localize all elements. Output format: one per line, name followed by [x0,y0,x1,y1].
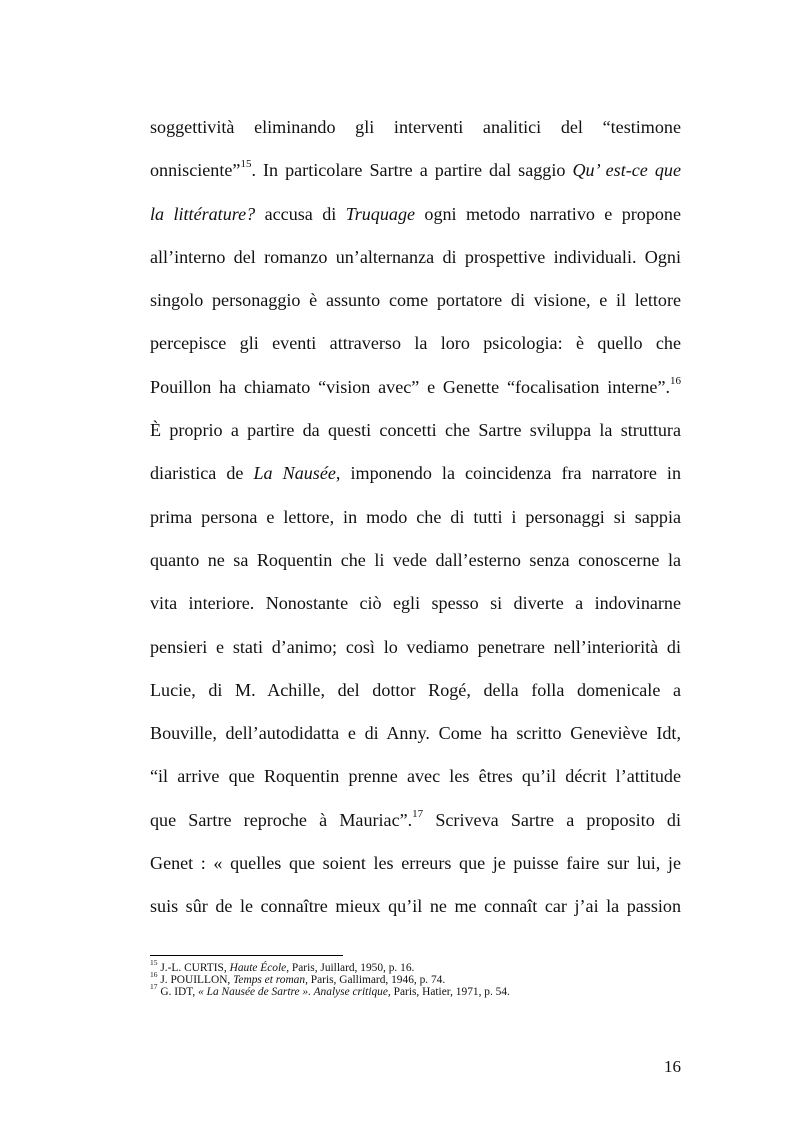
body-line: Lucie, di M. Achille, del dottor Rogé, della folla domenicale a [150,679,681,700]
body-line: que Sartre reproche à Mauriac”.$^{17}$ Scriveva Sartre a proposito di [150,807,681,830]
footnote-title: Temps et roman [233,974,306,986]
body-line: Genet : « quelles que soient les erreurs que je puisse faire sur lui, je [150,853,681,874]
page-number: 16 [664,1057,681,1076]
footnote-ref: 17 [412,807,424,820]
body-line: quanto ne sa Roquentin che li vede dall’esterno senza conoscerne la [150,549,681,570]
footnote-number: 17 [150,982,158,992]
body-line: diaristica de La Nausée, imponendo la coincidenza fra narratore in [150,463,681,484]
body-line: “il arrive que Roquentin prenne avec les êtres qu’il décrit l’attitude [150,766,681,787]
body-text [150,111,681,934]
footnote: $^{17}$ G. IDT, « La Nausée de Sartre ». Analyse critique, Paris, Hatier, 1971, p. 54. [150,982,510,998]
book-title: Qu’ est-ce que [572,160,681,181]
body-line: vita interiore. Nonostante ciò egli spesso si diverte a indovinarne [150,593,681,614]
footnote-number: 15 [150,958,158,968]
body-line: all’interno del romanzo un’alternanza di prospettive individuali. Ogni [150,246,681,267]
body-line: onnisciente”$^{15}$. In particolare Sartre a partire dal saggio Qu’ est-ce que [150,158,681,181]
book-title: la littérature? [150,203,256,224]
footnote-ref: 15 [240,158,252,171]
footnote-divider [150,955,343,956]
body-line: Pouillon ha chiamato “vision avec” e Genette “focalisation interne”.$^{16}$ [150,374,681,397]
footnote: $^{15}$ J.-L. CURTIS, Haute École, Paris, Juillard, 1950, p. 16. [150,958,415,974]
book-title: La Nausée [253,463,336,484]
footnote-title: Haute École [229,962,287,974]
body-line: percepisce gli eventi attraverso la loro psicologia: è quello che [150,333,681,354]
body-line: pensieri e stati d’animo; così lo vediamo penetrare nell’interiorità di [150,636,681,657]
footnotes [150,958,681,998]
body-line: È proprio a partire da questi concetti che Sartre sviluppa la struttura [150,420,681,441]
footnote: $^{16}$ J. POUILLON, Temps et roman, Paris, Gallimard, 1946, p. 74. [150,970,446,986]
body-line: prima persona e lettore, in modo che di tutti i personaggi si sappia [150,506,681,527]
body-line: singolo personaggio è assunto come portatore di visione, e il lettore [150,290,681,311]
body-line: soggettività eliminando gli interventi analitici del “testimone [150,117,681,137]
body-line: Bouville, dell’autodidatta e di Anny. Come ha scritto Geneviève Idt, [150,723,681,744]
body-line: la littérature? accusa di Truquage ogni metodo narrativo e propone [150,203,681,224]
body-line: suis sûr de le connaître mieux qu’il ne me connaît car j’ai la passion [150,896,681,917]
footnote-number: 16 [150,970,158,980]
term: Truquage [345,203,416,224]
footnote-ref: 16 [670,374,681,387]
footnote-title: « La Nausée de Sartre ». Analyse critique, [198,986,391,998]
